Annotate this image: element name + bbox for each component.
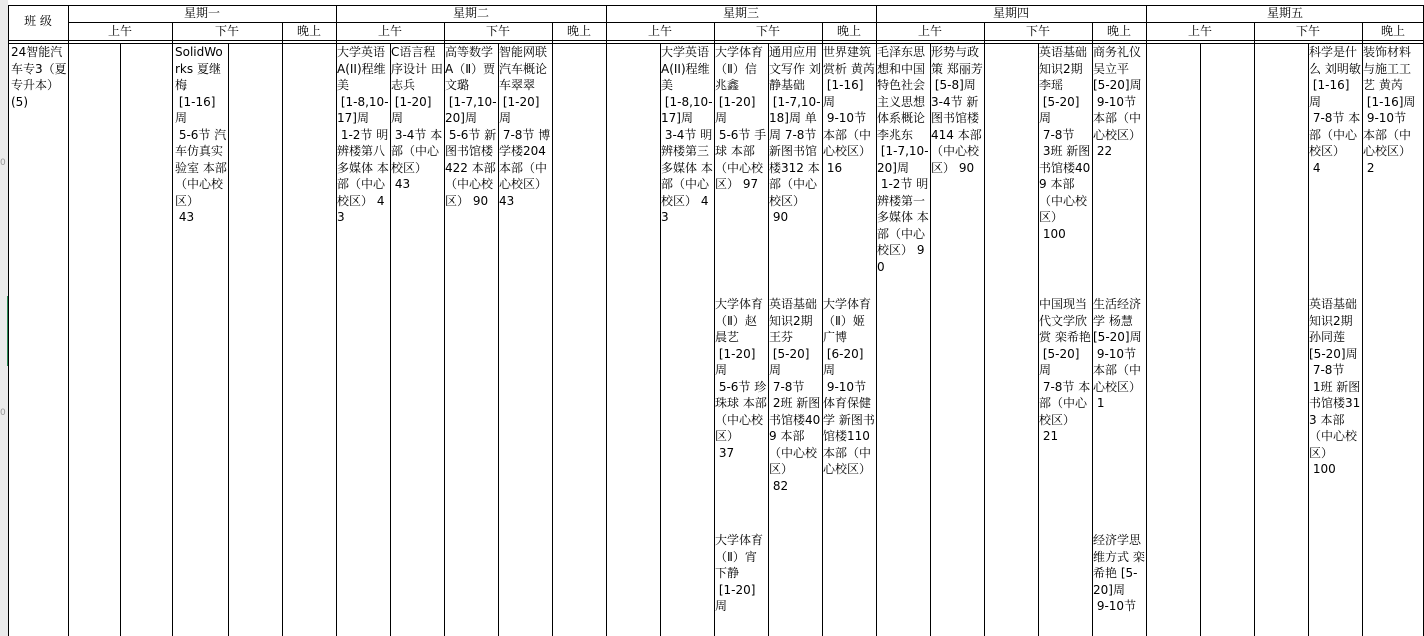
left-border [8, 5, 9, 636]
class-name-cell[interactable]: 24智能汽车专3（夏专升本）(5) [11, 45, 67, 109]
period-label-pm: 下午 [755, 24, 780, 38]
left-tick: 0 [0, 158, 6, 168]
period-label-ev: 晚上 [1380, 24, 1405, 38]
day-header-bottom [68, 22, 1424, 23]
period-border [552, 22, 553, 636]
course-cell[interactable]: 装饰材料与施工工艺 黄芮 [1-16]周 9-10节 本部（中心校区） 2 [1363, 45, 1416, 175]
course-cell[interactable]: 中国现当代文学欣赏 栾希艳 [5-20]周 7-8节 本部（中心校区） 21 [1039, 297, 1091, 443]
course-cell[interactable]: 科学是什么 刘明敏 [1-16]周 7-8节 本部（中心校区） 4 [1309, 45, 1361, 175]
day-header-label: 星期一 [183, 6, 220, 20]
course-cell[interactable]: 大学体育（Ⅱ）赵晨艺 [1-20]周 5-6节 珍珠球 本部（中心校区） 37 [715, 297, 767, 460]
period-label-ev: 晚上 [1106, 24, 1131, 38]
period-label-am: 上午 [1187, 24, 1212, 38]
top-border [8, 5, 1424, 6]
course-cell[interactable]: C语言程序设计 田志兵 [1-20]周 3-4节 本部（中心校区） 43 [391, 45, 443, 191]
period-label-pm: 下午 [1025, 24, 1050, 38]
class-header-label: 班 级 [24, 14, 52, 28]
period-label-am: 上午 [647, 24, 672, 38]
day-header-label: 星期二 [452, 6, 489, 20]
period-border [172, 22, 173, 636]
period-label-am: 上午 [917, 24, 942, 38]
header-bottom [8, 40, 1424, 41]
course-cell[interactable]: 智能网联汽车概论 车翠翠 [1-20]周 7-8节 博学楼204 本部（中心校区） 43 [499, 45, 551, 208]
course-cell[interactable]: 大学体育（Ⅱ）姬广博 [6-20]周 9-10节 体育保健学 新图书馆楼110 本部（中心校区） [823, 297, 875, 476]
course-cell[interactable]: 生活经济学 杨慧 [5-20]周 9-10节 本部（中心校区） 1 [1093, 297, 1142, 410]
course-cell[interactable]: 英语基础知识2期 孙同莲 [5-20]周 7-8节 1班 新图书馆楼313 本部（中心校区） 100 [1309, 297, 1361, 476]
period-label-ev: 晚上 [296, 24, 321, 38]
day-border [606, 5, 607, 636]
period-label-pm: 下午 [1295, 24, 1320, 38]
sub-column-border [1200, 43, 1201, 636]
period-label-ev: 晚上 [836, 24, 861, 38]
course-cell[interactable]: 毛泽东思想和中国特色社会主义思想体系概论 李兆东 [1-7,10-20]周 1-2节 明辨楼第一多媒体 本部（中心校区） 90 [877, 45, 929, 274]
period-label-pm: 下午 [485, 24, 510, 38]
course-cell[interactable]: 通用应用文写作 刘静基础 [1-7,10-18]周 单周 7-8节 新图书馆楼312 本部（中心校区） 90 [769, 45, 821, 224]
course-cell[interactable]: 英语基础知识2期 王芬 [5-20]周 7-8节 2班 新图书馆楼409 本部（中心校区） 82 [769, 297, 821, 493]
day-header-label: 星期四 [992, 6, 1029, 20]
course-cell[interactable]: 大学体育（Ⅱ）宵下静 [1-20]周 [715, 533, 764, 613]
class-column-right [68, 5, 69, 636]
period-label-am: 上午 [107, 24, 132, 38]
period-border [282, 22, 283, 636]
course-cell[interactable]: 高等数学A（Ⅱ）贾文璐 [1-7,10-20]周 5-6节 新图书馆楼422 本部（中心校区） 90 [445, 45, 497, 208]
sub-column-border [120, 43, 121, 636]
period-border [984, 22, 985, 636]
day-header-label: 星期五 [1266, 6, 1303, 20]
period-label-am: 上午 [377, 24, 402, 38]
course-cell[interactable]: 形势与政策 郑丽芳 [5-8]周 3-4节 新图书馆楼414 本部（中心校区） 90 [931, 45, 983, 175]
day-header-label: 星期三 [722, 6, 759, 20]
day-border [1146, 5, 1147, 636]
course-cell[interactable]: 英语基础知识2期 李瑶 [5-20]周 7-8节 3班 新图书馆楼409 本部（中心校区） 100 [1039, 45, 1091, 241]
sub-column-border [228, 43, 229, 636]
course-cell[interactable]: 商务礼仪 吴立平 [5-20]周 9-10节 本部（中心校区） 22 [1093, 45, 1142, 158]
course-cell[interactable]: SolidWorks 夏继梅 [1-16]周 5-6节 汽车仿真实验室 本部（中心校区） 43 [175, 45, 227, 224]
course-cell[interactable]: 经济学思维方式 栾希艳 [5-20]周 9-10节 [1093, 533, 1145, 613]
course-cell[interactable]: 大学体育（Ⅱ）信兆鑫 [1-20]周 5-6节 手球 本部（中心校区） 97 [715, 45, 767, 191]
course-cell[interactable]: 大学英语A(II)程维美 [1-8,10-17]周 1-2节 明辨楼第八多媒体 本部（中心校区） 43 [337, 45, 389, 224]
period-border [1254, 22, 1255, 636]
course-cell[interactable]: 大学英语A(II)程维美 [1-8,10-17]周 3-4节 明辨楼第三多媒体 本部（中心校区） 43 [661, 45, 713, 224]
period-label-ev: 晚上 [566, 24, 591, 38]
course-cell[interactable]: 世界建筑赏析 黄芮 [1-16]周 9-10节 本部（中心校区） 16 [823, 45, 875, 175]
left-tick: 0 [0, 408, 6, 418]
period-label-pm: 下午 [214, 24, 239, 38]
